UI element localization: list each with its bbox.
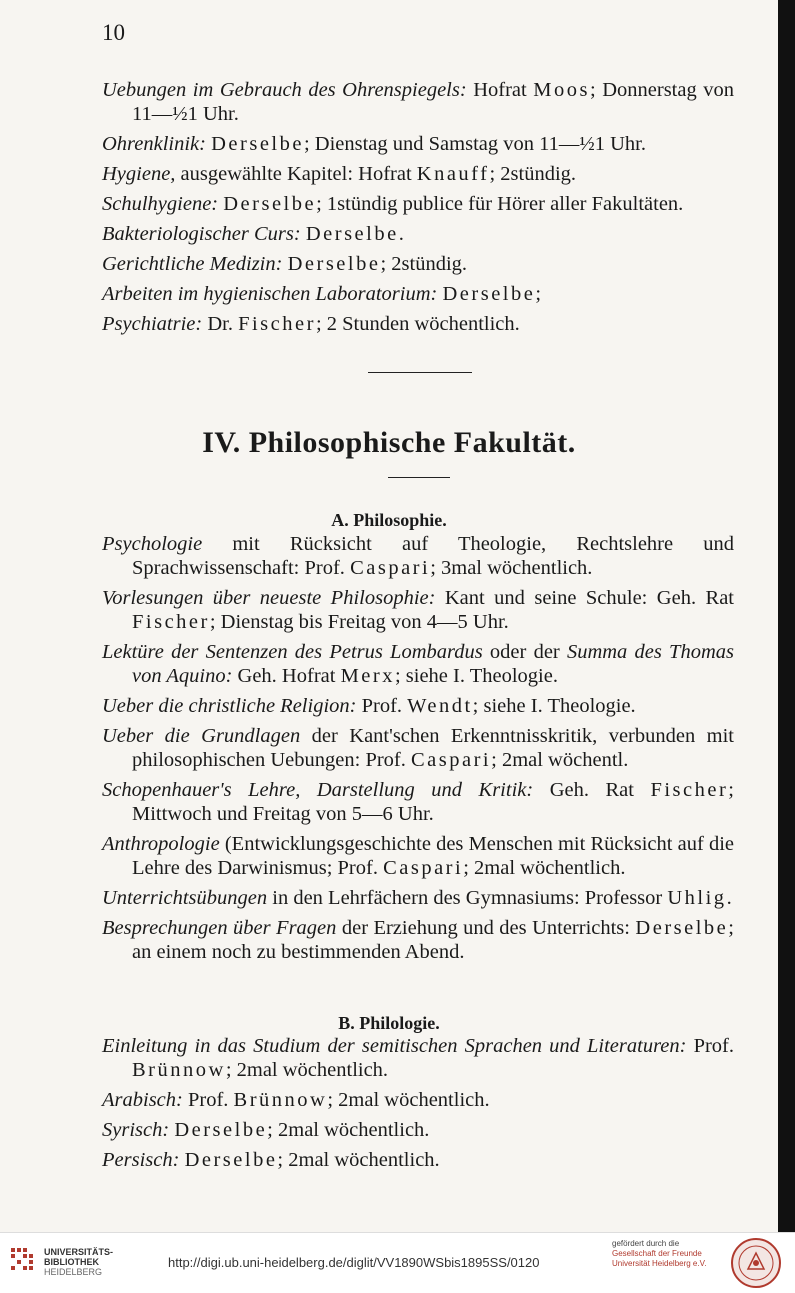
lecturer-name: Brünnow	[233, 1089, 328, 1111]
course-entry	[102, 694, 734, 718]
subsection-title-philologie: B. Philologie.	[338, 1013, 440, 1033]
permalink-url[interactable]: http://digi.ub.uni-heidelberg.de/diglit/VV1890WSbis1895SS/0120	[168, 1255, 540, 1270]
lecturer-name: Derselbe	[174, 1119, 268, 1141]
course-detail: ; Dienstag bis Freitag von 4—5 Uhr.	[209, 611, 509, 633]
course-detail: oder der	[482, 641, 567, 663]
lecturer-name: Derselbe	[442, 283, 536, 305]
page-edge-shadow	[778, 0, 795, 1232]
course-entry	[102, 916, 734, 964]
lecturer-name: Fischer	[238, 313, 316, 335]
lecturer-name: Fischer	[650, 779, 729, 801]
course-entry	[102, 724, 734, 772]
lecturer-name: Wendt	[407, 695, 473, 717]
course-subject: Gerichtliche Medizin:	[102, 253, 283, 275]
course-subject: Unterrichtsübungen	[102, 887, 268, 909]
course-detail: ; 2mal wöchentlich.	[463, 857, 626, 879]
course-detail: ; 2stündig.	[380, 253, 468, 275]
course-detail: ; an einem noch zu bestimmenden Abend.	[132, 917, 734, 963]
medical-faculty-course-list	[102, 78, 734, 342]
subsection-title-philosophie: A. Philosophie.	[331, 510, 447, 530]
course-entry	[102, 162, 734, 186]
course-entry	[102, 252, 734, 276]
course-detail: (Entwicklungsgeschichte des Menschen mit Rücksicht auf die Lehre des Darwinismus; Prof.	[132, 833, 734, 879]
course-detail: ausgewählte Kapitel: Hofrat	[175, 163, 417, 185]
course-detail: der Erziehung und des Unterrichts:	[336, 917, 636, 939]
course-detail: ; siehe I. Theologie.	[394, 665, 558, 687]
course-entry	[102, 1088, 734, 1112]
sponsor-line3: Universität Heidelberg e.V.	[612, 1259, 707, 1268]
course-detail: Prof.	[182, 1089, 234, 1111]
course-detail: der Kant'schen Erkenntnisskritik, verbunden mit philosophischen Uebungen: Prof.	[132, 725, 734, 771]
course-detail: ; 2mal wöchentlich.	[277, 1149, 440, 1171]
lecturer-name: Derselbe	[287, 253, 381, 275]
course-subject: Schulhygiene:	[102, 193, 219, 215]
course-entry	[102, 586, 734, 634]
digitization-footer	[0, 1232, 795, 1293]
university-seal-icon	[730, 1237, 782, 1289]
course-detail: .	[398, 223, 404, 245]
course-detail: ; 2stündig.	[489, 163, 577, 185]
course-detail: ; Dienstag und Samstag von 11—½1 Uhr.	[303, 133, 646, 155]
course-entry	[102, 78, 734, 126]
course-detail: ; siehe I. Theologie.	[472, 695, 636, 717]
lecturer-name: Derselbe	[635, 917, 729, 939]
course-subject: Vorlesungen über neueste Philosophie:	[102, 587, 436, 609]
course-subject: Ueber die Grundlagen	[102, 725, 301, 747]
course-entry	[102, 192, 734, 216]
course-entry	[102, 778, 734, 826]
course-entry	[102, 222, 734, 246]
course-detail: ; 1stündig publice für Hörer aller Fakultäten.	[316, 193, 684, 215]
heading-underline	[388, 477, 450, 478]
lecturer-name: Caspari	[350, 557, 431, 579]
course-entry	[102, 886, 734, 910]
course-detail: Hofrat	[466, 79, 534, 101]
course-subject: Psychiatrie:	[102, 313, 203, 335]
course-subject: Schopenhauer's Lehre, Darstellung und Kritik:	[102, 779, 534, 801]
course-subject: Arabisch:	[102, 1089, 183, 1111]
library-name	[44, 1247, 113, 1277]
course-detail: ; Mittwoch und Freitag von 5—6 Uhr.	[132, 779, 734, 825]
lecturer-name: Derselbe	[305, 223, 399, 245]
course-entry	[102, 132, 734, 156]
course-entry	[102, 832, 734, 880]
course-entry	[102, 1118, 734, 1142]
course-detail: Geh. Rat	[533, 779, 651, 801]
course-subject: Psychologie	[102, 533, 203, 555]
course-subject: Lektüre der Sentenzen des Petrus Lombardus	[102, 641, 483, 663]
course-detail: ; Donnerstag von 11—½1 Uhr.	[132, 79, 734, 125]
course-detail: ; 3mal wöchentlich.	[430, 557, 593, 579]
course-detail: ; 2mal wöchentlich.	[267, 1119, 430, 1141]
course-detail: ; 2 Stunden wöchentlich.	[315, 313, 520, 335]
course-subject: Anthropologie	[102, 833, 220, 855]
lecturer-name: Derselbe	[223, 193, 317, 215]
course-detail: .	[726, 887, 732, 909]
lecturer-name: Moos	[533, 79, 590, 101]
course-detail: ; 2mal wöchentlich.	[225, 1059, 389, 1081]
library-name-line2: BIBLIOTHEK	[44, 1257, 99, 1267]
philosophie-course-list	[102, 532, 734, 970]
faculty-heading: IV. Philosophische Fakultät.	[202, 426, 576, 459]
course-subject: Syrisch:	[102, 1119, 170, 1141]
course-detail: Geh. Hofrat	[232, 665, 341, 687]
sponsor-text	[612, 1239, 706, 1269]
course-detail: ;	[535, 283, 542, 305]
course-entry	[102, 640, 734, 688]
course-detail: ; 2mal wöchentl.	[491, 749, 629, 771]
course-subject: Einleitung in das Studium der semitischen Sprachen und Literaturen:	[102, 1035, 687, 1057]
lecturer-name: Uhlig	[667, 887, 727, 909]
lecturer-name: Caspari	[383, 857, 464, 879]
lecturer-name: Fischer	[132, 611, 210, 633]
section-divider	[368, 372, 472, 373]
course-subject: Uebungen im Gebrauch des Ohrenspiegels:	[102, 79, 467, 101]
lecturer-name: Merx	[340, 665, 395, 687]
page-number: 10	[102, 20, 125, 45]
course-detail: Prof.	[686, 1035, 735, 1057]
course-subject: Arbeiten im hygienischen Laboratorium:	[102, 283, 438, 305]
course-detail: Dr.	[202, 313, 239, 335]
course-subject: Ohrenklinik:	[102, 133, 206, 155]
library-name-line1: UNIVERSITÄTS-	[44, 1247, 114, 1257]
course-subject: Besprechungen über Fragen	[102, 917, 337, 939]
lecturer-name: Derselbe	[211, 133, 304, 155]
lecturer-name: Derselbe	[184, 1149, 278, 1171]
course-detail: Summa des Thomas von Aquino:	[132, 641, 734, 687]
course-subject: Persisch:	[102, 1149, 180, 1171]
sponsor-line1: gefördert durch die	[612, 1239, 680, 1248]
lecturer-name: Brünnow	[132, 1059, 226, 1081]
course-entry	[102, 532, 734, 580]
course-subject: Hygiene,	[102, 163, 176, 185]
course-entry	[102, 1148, 734, 1172]
course-detail: Prof.	[356, 695, 408, 717]
library-logo-icon	[8, 1245, 38, 1275]
lecturer-name: Caspari	[411, 749, 492, 771]
sponsor-line2: Gesellschaft der Freunde	[612, 1249, 702, 1258]
course-detail: Kant und seine Schule: Geh. Rat	[435, 587, 734, 609]
course-subject: Ueber die christliche Religion:	[102, 695, 357, 717]
course-detail: mit Rücksicht auf Theologie, Rechtslehre und Sprachwissenschaft: Prof.	[132, 533, 734, 579]
course-subject: Bakteriologischer Curs:	[102, 223, 301, 245]
philologie-course-list	[102, 1034, 734, 1178]
library-name-line3: HEIDELBERG	[44, 1267, 103, 1277]
course-entry	[102, 1034, 734, 1082]
course-detail: in den Lehrfächern des Gymnasiums: Professor	[267, 887, 668, 909]
lecturer-name: Knauff	[416, 163, 490, 185]
course-entry	[102, 312, 734, 336]
course-detail: ; 2mal wöchentlich.	[327, 1089, 490, 1111]
course-entry	[102, 282, 734, 306]
